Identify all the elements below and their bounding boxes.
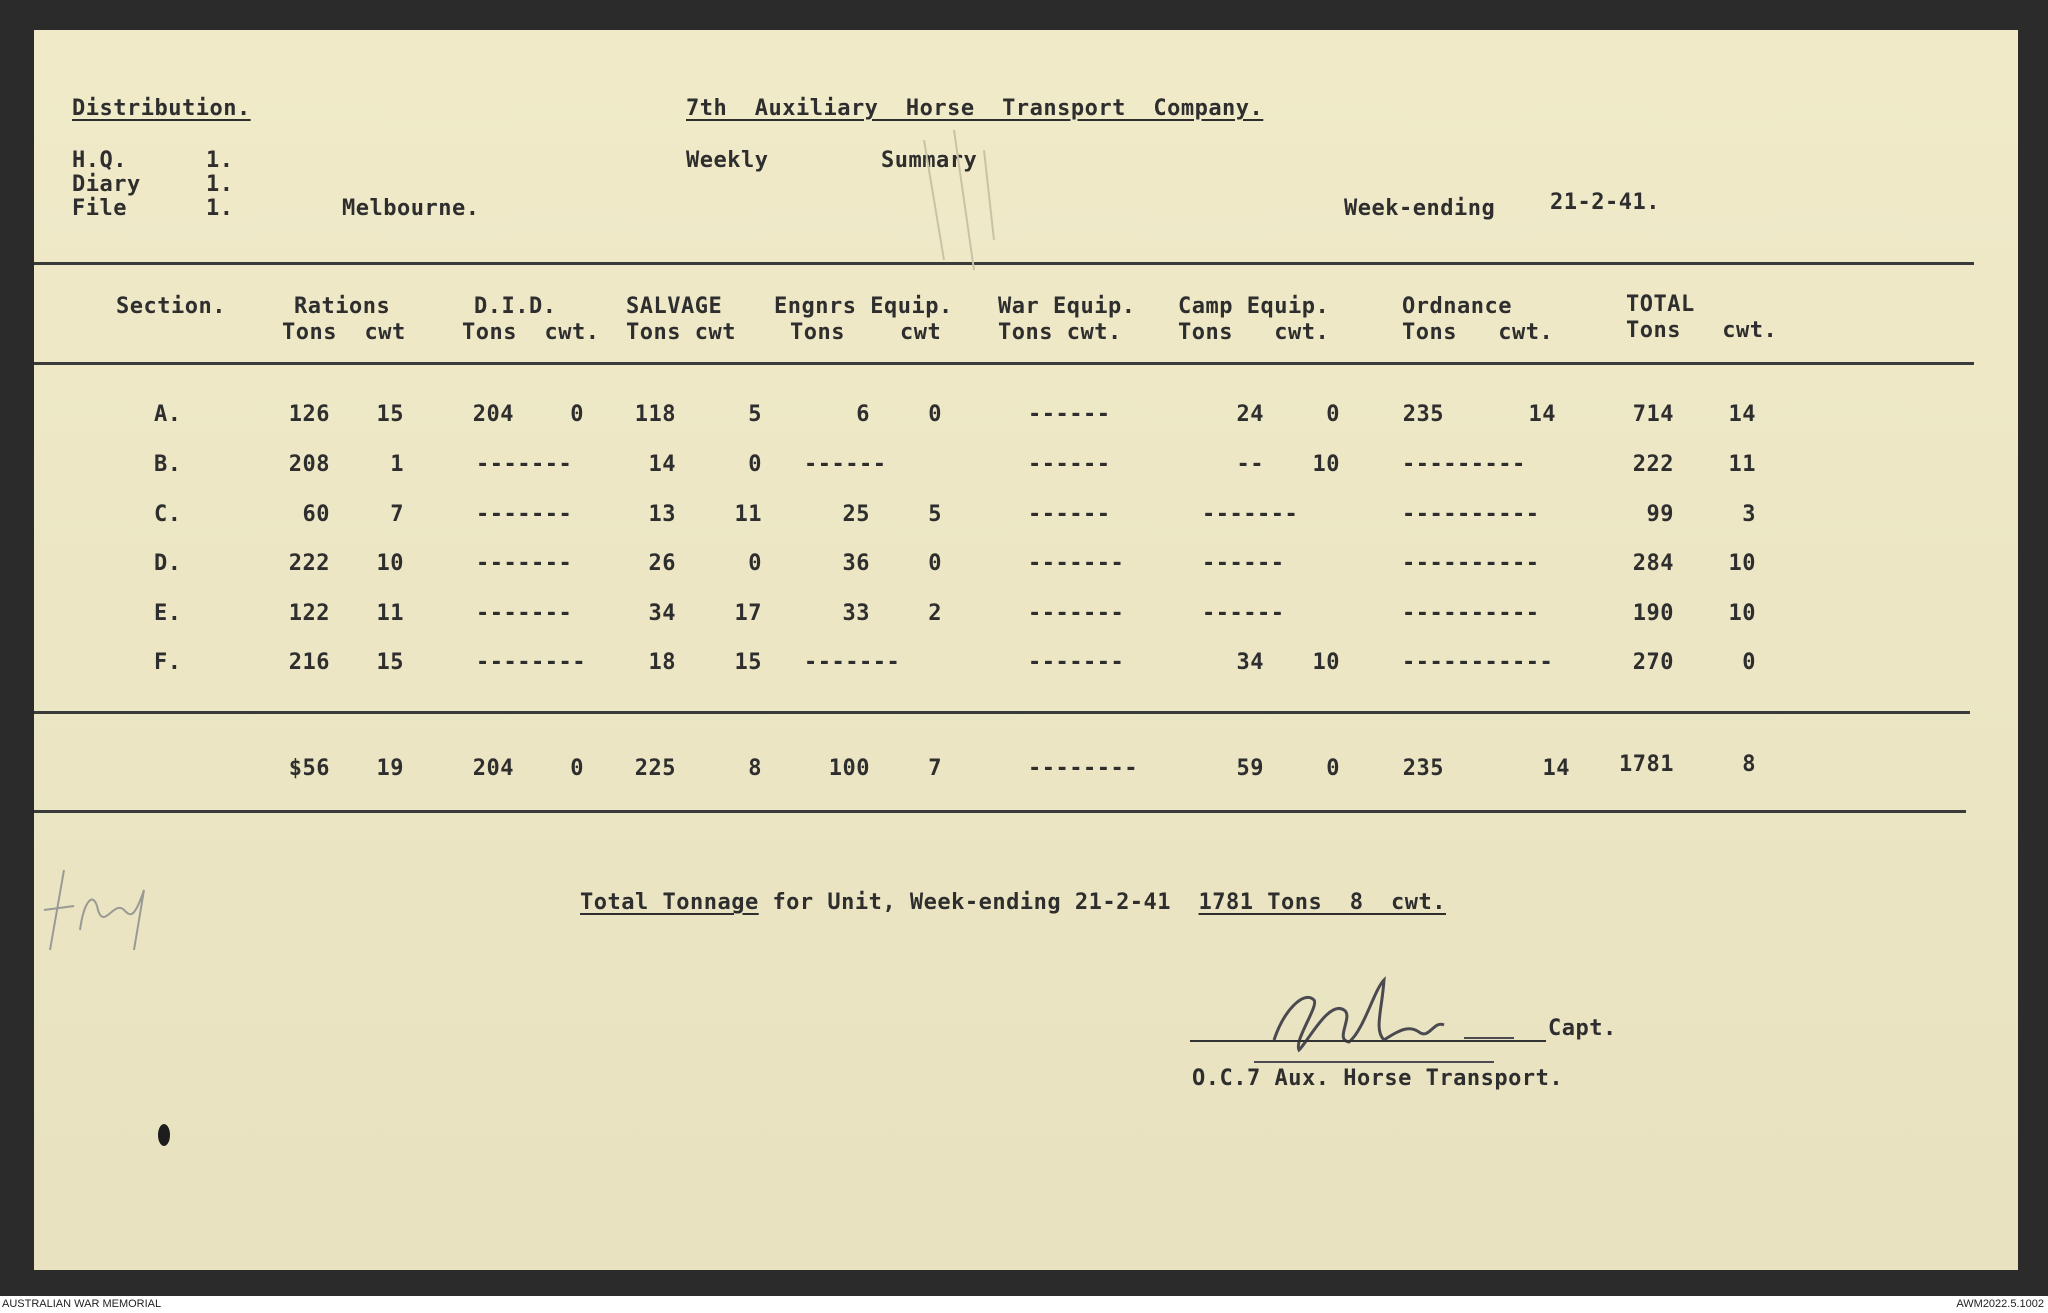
cell-rations-tons: 222 [288, 551, 330, 576]
signature-title: O.C.7 Aux. Horse Transport. [1192, 1066, 1564, 1091]
cell-total-cwt: 0 [1742, 650, 1756, 675]
distribution-copies-diary: 1. [206, 172, 234, 197]
cell-total-tons: 270 [1632, 650, 1674, 675]
header-did: D.I.D. [474, 294, 557, 319]
header-section: Section. [116, 294, 226, 319]
cell-ordnance-dash: ---------- [1402, 601, 1540, 626]
cell-salvage-tons: 18 [648, 650, 676, 675]
header-camp: Camp Equip. [1178, 294, 1330, 319]
distribution-title: Distribution. [72, 96, 251, 121]
cell-rations-cwt: 11 [376, 601, 404, 626]
total-grand-tons: 1781 [1619, 752, 1674, 777]
total-camp-tons: 59 [1236, 756, 1264, 781]
cell-rations-tons: 60 [302, 502, 330, 527]
week-ending-value: 21-2-41. [1550, 190, 1660, 215]
signature-scrawl [1234, 970, 1534, 1080]
place: Melbourne. [342, 196, 480, 221]
archive-footer [0, 1296, 2048, 1313]
distribution-copies-hq: 1. [206, 148, 234, 173]
cell-ordnance-dash: ---------- [1402, 502, 1540, 527]
cell-engnrs-tons: 6 [856, 402, 870, 427]
cell-total-cwt: 11 [1728, 452, 1756, 477]
cell-total-cwt: 10 [1728, 551, 1756, 576]
distribution-label-diary: Diary [72, 172, 141, 197]
pencil-faint-marks [914, 120, 1034, 280]
cell-salvage-cwt: 17 [734, 601, 762, 626]
cell-did-dash: -------- [476, 650, 586, 675]
header-ordnance-units: Tons cwt. [1402, 320, 1554, 345]
header-salvage: SALVAGE [626, 294, 723, 319]
cell-camp-dash: ------ [1202, 601, 1285, 626]
header-war-units: Tons cwt. [998, 320, 1122, 345]
cell-salvage-tons: 13 [648, 502, 676, 527]
cell-war: ------- [1028, 650, 1125, 675]
cell-camp-dash: ------- [1202, 502, 1299, 527]
week-ending-label: Week-ending [1344, 196, 1496, 221]
cell-section: F. [154, 650, 182, 675]
cell-total-tons: 222 [1632, 452, 1674, 477]
total-did-tons: 204 [472, 756, 514, 781]
cell-engnrs-cwt: 0 [928, 402, 942, 427]
header-salvage-units: Tons cwt [626, 320, 736, 345]
cell-did-dash: ------- [476, 452, 573, 477]
signature-rank: Capt. [1548, 1016, 1617, 1041]
pencil-annotation [34, 850, 174, 970]
cell-rations-cwt: 15 [376, 402, 404, 427]
cell-camp-cwt: 10 [1312, 452, 1340, 477]
cell-engnrs-dash: ------ [804, 452, 887, 477]
punch-hole [158, 1124, 170, 1146]
cell-total-tons: 284 [1632, 551, 1674, 576]
cell-total-cwt: 14 [1728, 402, 1756, 427]
cell-ordnance-dash: ----------- [1402, 650, 1554, 675]
archive-footer-left: AUSTRALIAN WAR MEMORIAL [2, 1298, 162, 1310]
distribution-label-file: File [72, 196, 127, 221]
cell-salvage-tons: 26 [648, 551, 676, 576]
cell-camp-tons: 24 [1236, 402, 1264, 427]
cell-salvage-tons: 34 [648, 601, 676, 626]
cell-war: ------ [1028, 452, 1111, 477]
cell-camp-tons: 34 [1236, 650, 1264, 675]
cell-war: ------- [1028, 551, 1125, 576]
cell-section: A. [154, 402, 182, 427]
cell-ordnance-tons: 235 [1402, 402, 1444, 427]
cell-engnrs-tons: 33 [842, 601, 870, 626]
cell-ordnance-cwt: 14 [1528, 402, 1556, 427]
header-engnrs: Engnrs Equip. [774, 294, 953, 319]
cell-ordnance-dash: --------- [1402, 452, 1526, 477]
unit-name: 7th Auxiliary Horse Transport Company. [686, 96, 1264, 121]
header-war: War Equip. [998, 294, 1136, 319]
rule-header-bottom [34, 362, 1974, 365]
signature-line [1190, 1040, 1546, 1042]
total-rations-tons: $56 [288, 756, 330, 781]
cell-did-dash: ------- [476, 601, 573, 626]
header-total: TOTAL [1626, 292, 1695, 317]
cell-rations-cwt: 1 [390, 452, 404, 477]
total-salvage-cwt: 8 [748, 756, 762, 781]
cell-rations-cwt: 7 [390, 502, 404, 527]
header-engnrs-units: Tons cwt [790, 320, 942, 345]
cell-rations-tons: 126 [288, 402, 330, 427]
cell-salvage-cwt: 5 [748, 402, 762, 427]
cell-engnrs-cwt: 5 [928, 502, 942, 527]
distribution-label-hq: H.Q. [72, 148, 127, 173]
header-rations: Rations [294, 294, 391, 319]
cell-did-dash: ------- [476, 502, 573, 527]
cell-salvage-tons: 14 [648, 452, 676, 477]
cell-salvage-cwt: 0 [748, 452, 762, 477]
cell-war: ------ [1028, 502, 1111, 527]
cell-war: ------- [1028, 601, 1125, 626]
rule-totals-top [34, 711, 1970, 714]
header-did-units: Tons cwt. [462, 320, 600, 345]
cell-engnrs-tons: 36 [842, 551, 870, 576]
cell-war: ------ [1028, 402, 1111, 427]
cell-section: C. [154, 502, 182, 527]
total-salvage-tons: 225 [634, 756, 676, 781]
header-total-units: Tons cwt. [1626, 318, 1778, 343]
header-ordnance: Ordnance [1402, 294, 1512, 319]
cell-ordnance-dash: ---------- [1402, 551, 1540, 576]
cell-total-tons: 714 [1632, 402, 1674, 427]
cell-section: E. [154, 601, 182, 626]
cell-camp-cwt: 0 [1326, 402, 1340, 427]
cell-did-dash: ------- [476, 551, 573, 576]
cell-total-tons: 190 [1632, 601, 1674, 626]
archive-footer-right: AWM2022.5.1002 [1956, 1298, 2044, 1310]
summary-value: 1781 Tons 8 cwt. [1198, 890, 1446, 915]
total-engnrs-cwt: 7 [928, 756, 942, 781]
cell-engnrs-cwt: 0 [928, 551, 942, 576]
cell-total-tons: 99 [1646, 502, 1674, 527]
total-ordnance-cwt: 14 [1542, 756, 1570, 781]
cell-salvage-cwt: 15 [734, 650, 762, 675]
cell-did-cwt: 0 [570, 402, 584, 427]
cell-rations-tons: 216 [288, 650, 330, 675]
document-page [34, 30, 2018, 1270]
cell-engnrs-cwt: 2 [928, 601, 942, 626]
total-engnrs-tons: 100 [828, 756, 870, 781]
rule-totals-bottom [34, 810, 1966, 813]
cell-rations-cwt: 10 [376, 551, 404, 576]
cell-total-cwt: 3 [1742, 502, 1756, 527]
cell-camp-dash: ------ [1202, 551, 1285, 576]
summary-label: Total Tonnage [580, 890, 759, 915]
cell-section: D. [154, 551, 182, 576]
cell-rations-cwt: 15 [376, 650, 404, 675]
cell-salvage-tons: 118 [634, 402, 676, 427]
weekly-label: Weekly [686, 148, 769, 173]
cell-salvage-cwt: 0 [748, 551, 762, 576]
total-war: -------- [1028, 756, 1138, 781]
total-grand-cwt: 8 [1742, 752, 1756, 777]
header-rations-units: Tons cwt [282, 320, 406, 345]
cell-did-tons: 204 [472, 402, 514, 427]
cell-section: B. [154, 452, 182, 477]
cell-rations-tons: 122 [288, 601, 330, 626]
summary-line [580, 890, 1446, 915]
total-camp-cwt: 0 [1326, 756, 1340, 781]
cell-camp-cwt: 10 [1312, 650, 1340, 675]
summary-label: Summary [881, 148, 978, 173]
header-camp-units: Tons cwt. [1178, 320, 1330, 345]
summary-middle: for Unit, Week-ending 21-2-41 [772, 890, 1172, 915]
total-did-cwt: 0 [570, 756, 584, 781]
cell-salvage-cwt: 11 [734, 502, 762, 527]
cell-total-cwt: 10 [1728, 601, 1756, 626]
cell-camp-tons: -- [1236, 452, 1264, 477]
cell-engnrs-tons: 25 [842, 502, 870, 527]
total-ordnance-tons: 235 [1402, 756, 1444, 781]
total-rations-cwt: 19 [376, 756, 404, 781]
cell-rations-tons: 208 [288, 452, 330, 477]
distribution-copies-file: 1. [206, 196, 234, 221]
cell-engnrs-dash: ------- [804, 650, 901, 675]
